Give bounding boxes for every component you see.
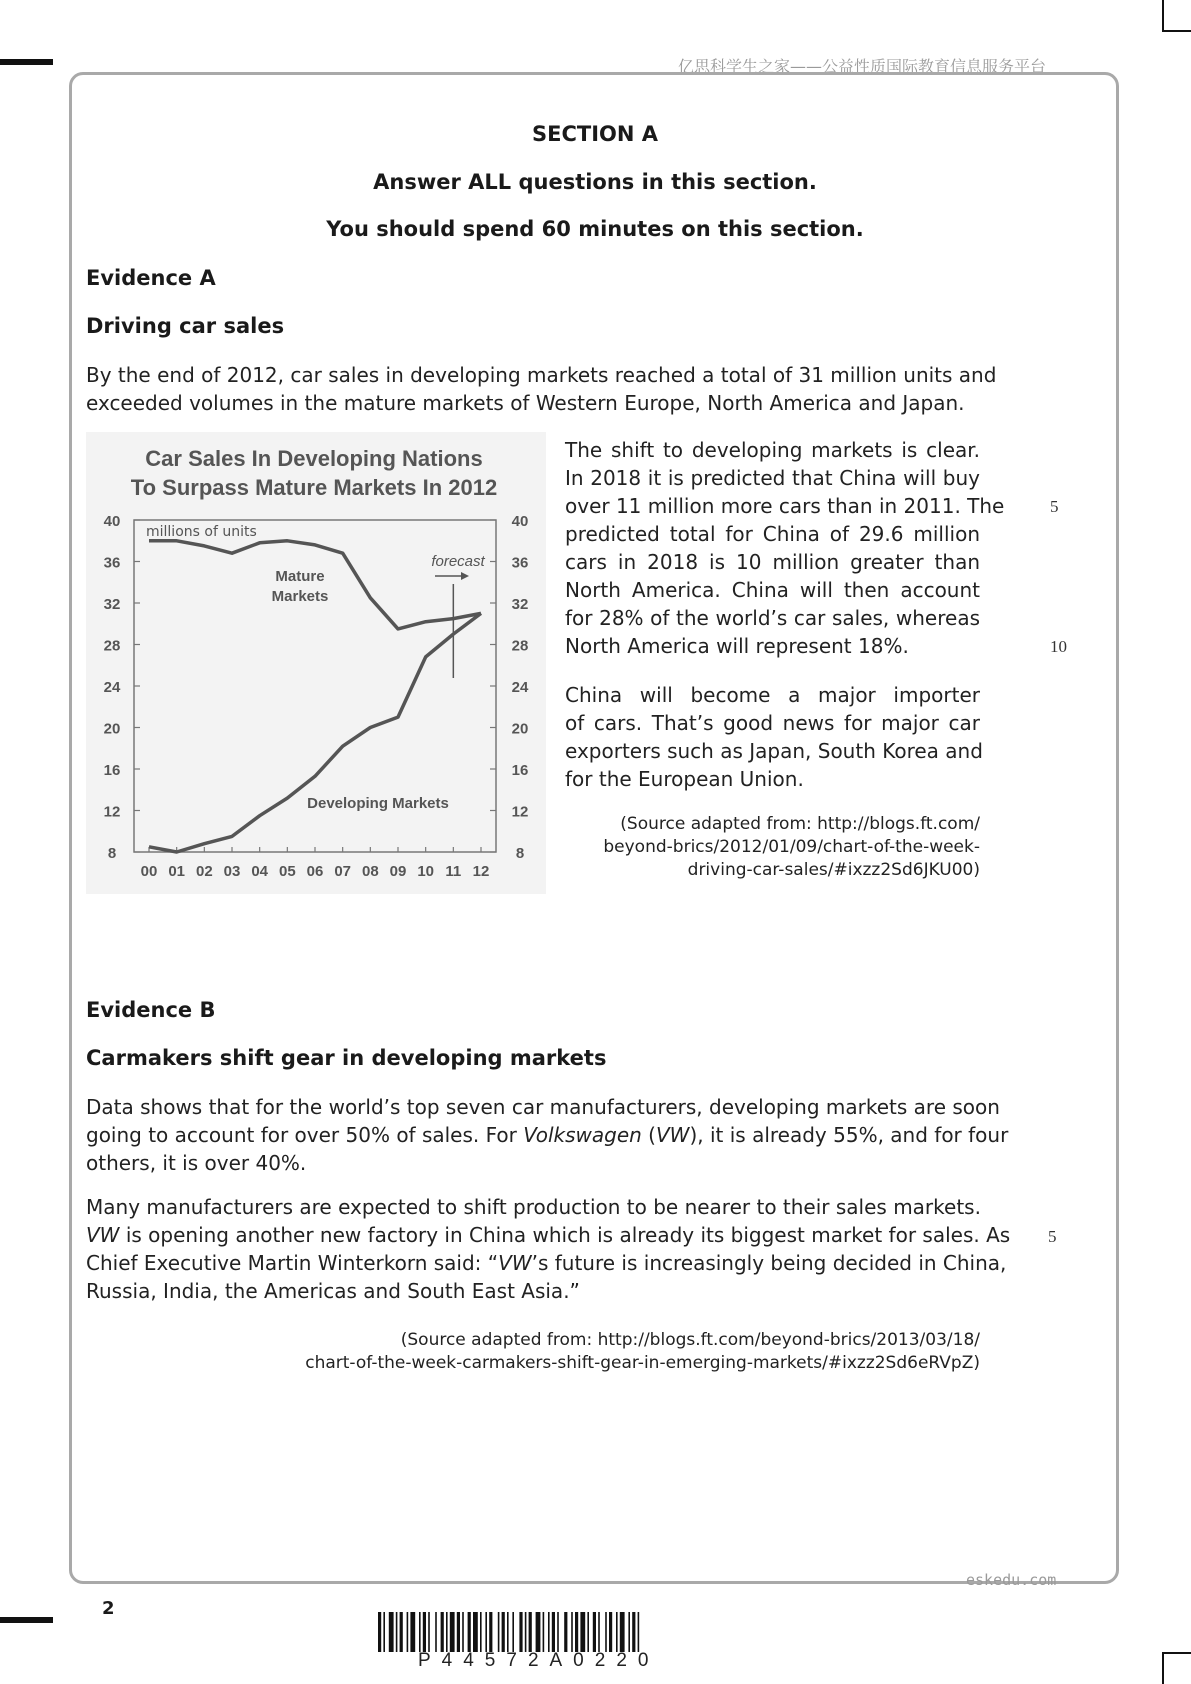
text-line: By the end of 2012, car sales in developing markets reached a total of 31 million units and: [86, 363, 997, 387]
chart-svg: [86, 432, 546, 894]
text-line: going to account for over 50% of sales. For Volkswagen (VW), it is already 55%, and for four: [86, 1123, 1009, 1147]
y-tick-label-left: 36: [103, 554, 121, 572]
x-tick-label: 04: [251, 863, 269, 880]
barcode-bar: [564, 1612, 567, 1652]
italic-term: Volkswagen: [523, 1123, 642, 1147]
text-line: Data shows that for the world’s top seven car manufacturers, developing markets are soon: [86, 1095, 1000, 1119]
barcode-bar: [396, 1612, 398, 1652]
text-line: for the European Union.: [565, 767, 804, 791]
y-tick-label-left: 24: [103, 679, 121, 696]
crop-mark-top-right-h: [1162, 30, 1191, 32]
barcode-bar: [419, 1612, 421, 1652]
barcode-bar: [628, 1612, 630, 1652]
barcode-bar: [557, 1612, 559, 1652]
barcode-bar: [525, 1612, 527, 1652]
x-tick-label: 01: [168, 863, 186, 880]
x-tick-label: 11: [445, 863, 462, 880]
barcode-bar: [507, 1612, 509, 1652]
evidence-b-heading: Carmakers shift gear in developing markets: [86, 1046, 607, 1070]
barcode-bar: [498, 1612, 500, 1652]
x-tick-label: 03: [223, 863, 241, 880]
barcode-bar: [468, 1612, 471, 1652]
text-line: exporters such as Japan, South Korea and: [565, 739, 983, 763]
y-tick-label-left: 40: [103, 513, 121, 530]
y-tick-label-left: 8: [107, 845, 117, 862]
text-line: Russia, India, the Americas and South East Asia.”: [86, 1279, 580, 1303]
evidence-b-source: [280, 1329, 980, 1375]
source-line: (Source adapted from: http://blogs.ft.com/beyond-brics/2013/03/18/: [400, 1330, 980, 1350]
text-line: others, it is over 40%.: [86, 1151, 307, 1175]
barcode-bar: [593, 1612, 596, 1652]
barcode-bar: [536, 1612, 541, 1652]
barcode-bar: [383, 1612, 385, 1652]
text-line: China will become a major importer: [565, 683, 980, 707]
evidence-a-para-1: [565, 436, 1005, 660]
barcode-bar: [473, 1612, 478, 1652]
y-tick-label-right: 12: [511, 803, 529, 821]
barcode-bar: [400, 1612, 403, 1652]
x-tick-label: 05: [278, 863, 296, 880]
car-sales-chart: [86, 432, 546, 894]
barcode-bar: [620, 1612, 625, 1652]
evidence-a-heading: Driving car sales: [86, 314, 285, 338]
barcode-bar: [485, 1612, 487, 1652]
y-tick-label-left: 32: [103, 596, 121, 613]
barcode-bar: [598, 1612, 600, 1652]
evidence-b-label: Evidence B: [86, 998, 216, 1022]
y-tick-label-right: 36: [511, 554, 529, 572]
text-line: VW is opening another new factory in China which is already its biggest market for sales. As: [86, 1223, 1011, 1247]
barcode-bar: [552, 1612, 555, 1652]
barcode-bar: [548, 1612, 550, 1652]
y-tick-label-right: 8: [515, 845, 525, 862]
evidence-a-source: [560, 813, 980, 882]
evidence-b-para-2: [86, 1193, 1011, 1305]
y-tick-label-left: 20: [103, 720, 121, 738]
italic-term: VW: [656, 1123, 690, 1147]
source-line: (Source adapted from: http://blogs.ft.com/: [620, 814, 980, 834]
crop-mark-bottom-right-h: [1162, 1652, 1191, 1654]
text-line: Many manufacturers are expected to shift production to be nearer to their sales markets.: [86, 1195, 981, 1219]
barcode-bar: [587, 1612, 589, 1652]
text-line: North America will represent 18%.: [565, 634, 909, 658]
barcode-bar: [519, 1612, 522, 1652]
chart-unit-label: millions of units: [146, 524, 257, 540]
mature-markets-label: Markets: [271, 588, 329, 605]
source-line: driving-car-sales/#ixzz2Sd6JKU00): [687, 860, 980, 880]
line-number: 5: [1048, 1227, 1057, 1246]
x-tick-label: 09: [389, 863, 407, 880]
y-tick-label-right: 24: [511, 679, 529, 696]
y-tick-label-right: 40: [511, 513, 529, 530]
source-line: beyond-brics/2012/01/09/chart-of-the-week-: [603, 837, 980, 857]
section-instruction-all: Answer ALL questions in this section.: [373, 170, 817, 194]
barcode-bar: [480, 1612, 482, 1652]
evidence-b-para-1: [86, 1093, 1009, 1177]
barcode: [378, 1612, 812, 1652]
crop-mark-top-right: [1162, 0, 1164, 32]
developing-markets-line: [149, 613, 481, 852]
barcode-bar: [632, 1612, 635, 1652]
barcode-bar: [575, 1612, 578, 1652]
text-line: North America. China will then account: [565, 578, 980, 602]
evidence-a-intro: [86, 361, 997, 417]
crop-mark-bottom-left: [0, 1617, 53, 1623]
y-tick-label-left: 16: [103, 762, 121, 779]
crop-mark-bottom-right: [1162, 1652, 1164, 1684]
mature-markets-label: Mature: [275, 568, 325, 585]
y-tick-label-left: 28: [103, 637, 121, 655]
barcode-bar: [616, 1612, 618, 1652]
barcode-bar: [571, 1612, 573, 1652]
line-number: 5: [1050, 497, 1059, 516]
crop-mark-top-left: [0, 59, 53, 65]
chart-title-line-2: To Surpass Mature Markets In 2012: [130, 475, 498, 500]
barcode-bar: [378, 1612, 381, 1652]
text-line: Chief Executive Martin Winterkorn said: “VW’s future is increasingly being decided in China,: [86, 1251, 1007, 1275]
text-line: over 11 million more cars than in 2011. The: [565, 494, 1005, 518]
barcode-bar: [389, 1612, 394, 1652]
barcode-bar: [428, 1612, 430, 1652]
footer-watermark: eskedu.com: [966, 1571, 1057, 1589]
text-line: In 2018 it is predicted that China will buy: [565, 466, 980, 490]
barcode-text: P44572A0220: [418, 1650, 660, 1671]
y-tick-label-right: 32: [511, 596, 529, 613]
barcode-bar: [580, 1612, 585, 1652]
page-number: 2: [102, 1598, 115, 1619]
header-watermark: 亿思科学生之家——公益性质国际教育信息服务平台: [678, 57, 1047, 76]
x-tick-label: 02: [195, 863, 213, 880]
text-line: of cars. That’s good news for major car: [565, 711, 980, 735]
barcode-bar: [502, 1612, 505, 1652]
x-tick-label: 06: [306, 863, 324, 880]
barcode-bar: [512, 1612, 514, 1652]
barcode-bar: [638, 1612, 640, 1652]
barcode-bar: [446, 1612, 448, 1652]
x-tick-label: 07: [334, 863, 352, 880]
evidence-a-label: Evidence A: [86, 266, 216, 290]
line-number: 10: [1050, 637, 1067, 656]
barcode-bar: [462, 1612, 464, 1652]
y-tick-label-left: 12: [103, 803, 121, 821]
section-instruction-time: You should spend 60 minutes on this section.: [326, 217, 864, 241]
evidence-a-para-2: [565, 681, 983, 793]
y-tick-label-right: 28: [511, 637, 529, 655]
italic-term: VW: [86, 1223, 120, 1247]
italic-term: VW: [498, 1251, 532, 1275]
chart-title-line-1: Car Sales In Developing Nations: [145, 446, 483, 471]
forecast-arrow-head: [461, 572, 469, 580]
text-line: for 28% of the world’s car sales, whereas: [565, 606, 980, 630]
y-tick-label-right: 16: [511, 762, 529, 779]
source-line: chart-of-the-week-carmakers-shift-gear-in-emerging-markets/#ixzz2Sd6eRVpZ): [305, 1353, 980, 1373]
text-line: predicted total for China of 29.6 million: [565, 522, 980, 546]
developing-markets-label: Developing Markets: [307, 795, 449, 812]
section-title: SECTION A: [531, 122, 658, 146]
barcode-bar: [441, 1612, 444, 1652]
barcode-bar: [529, 1612, 532, 1652]
forecast-label: forecast: [431, 553, 485, 570]
barcode-bar: [605, 1612, 607, 1652]
barcode-bar: [407, 1612, 409, 1652]
x-tick-label: 08: [361, 863, 379, 880]
x-tick-label: 10: [417, 863, 435, 880]
barcode-bar: [450, 1612, 455, 1652]
text-line: The shift to developing markets is clear.: [565, 438, 980, 462]
x-tick-label: 00: [140, 863, 158, 880]
barcode-bar: [609, 1612, 612, 1652]
barcode-bar: [457, 1612, 460, 1652]
barcode-bar: [489, 1612, 492, 1652]
x-tick-label: 12: [472, 863, 490, 880]
y-tick-label-right: 20: [511, 720, 529, 738]
text-line: cars in 2018 is 10 million greater than: [565, 550, 980, 574]
barcode-bar: [543, 1612, 545, 1652]
barcode-bar: [423, 1612, 426, 1652]
text-line: exceeded volumes in the mature markets of Western Europe, North America and Japan.: [86, 391, 965, 415]
barcode-bar: [435, 1612, 437, 1652]
barcode-bar: [410, 1612, 415, 1652]
